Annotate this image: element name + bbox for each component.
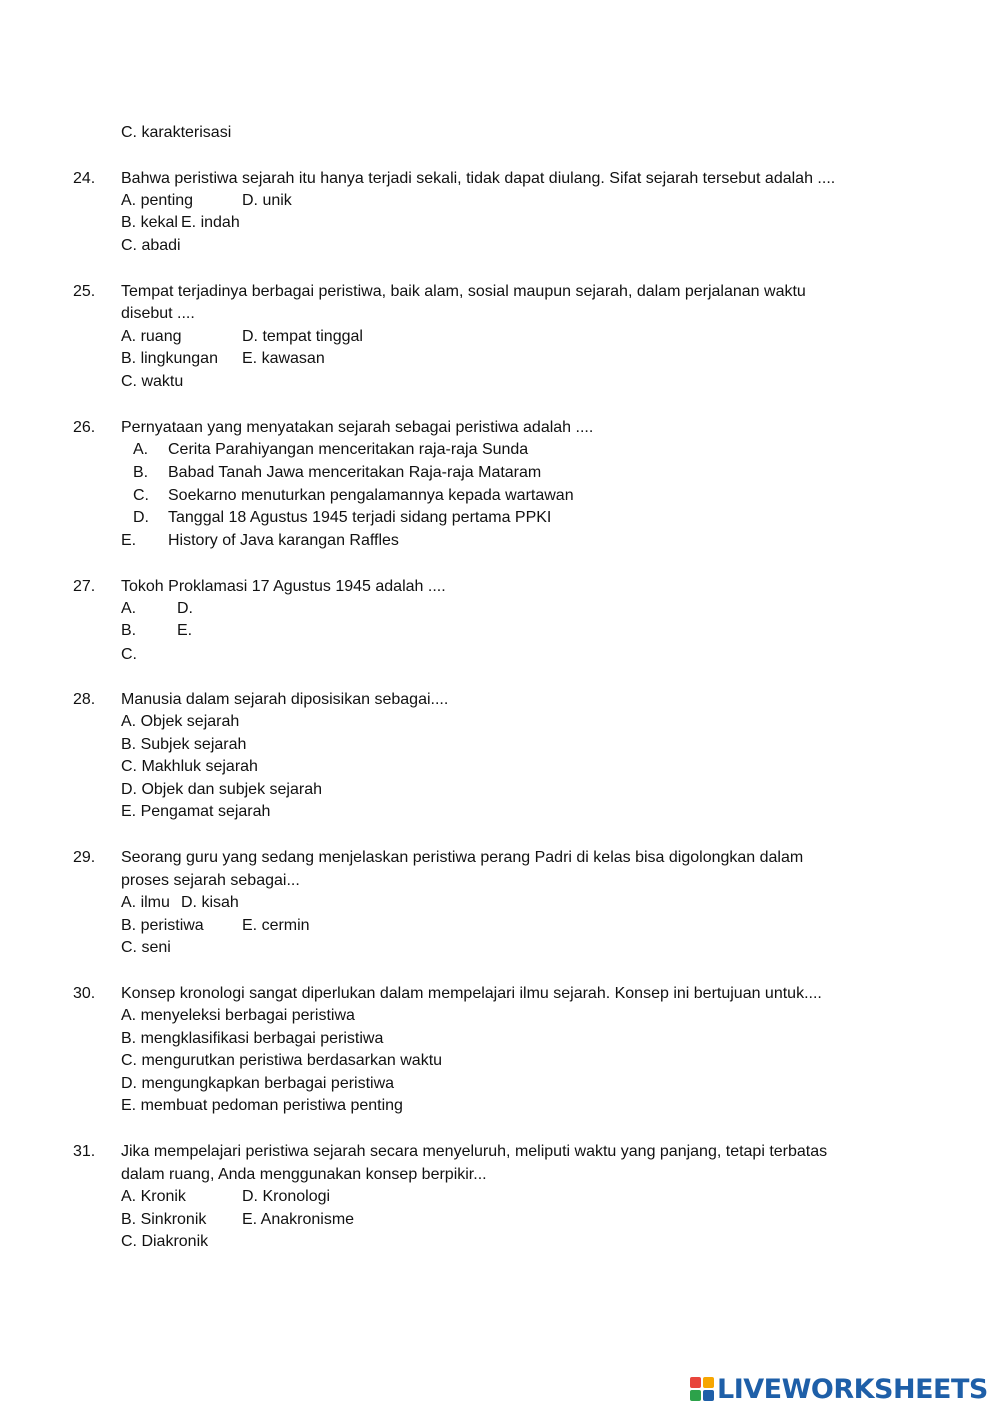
option-e[interactable]: E. indah <box>181 214 240 231</box>
option-d[interactable]: D. unik <box>242 192 292 209</box>
question-text: Jika mempelajari peristiwa sejarah secara menyeluruh, meliputi waktu yang panjang, tetapi terbatas <box>121 1143 828 1160</box>
option-a-letter[interactable]: A. <box>133 441 149 458</box>
option-c[interactable]: C. <box>121 646 137 663</box>
option-e-letter[interactable]: E. <box>121 532 137 549</box>
option-c[interactable]: C. Makhluk sejarah <box>121 758 258 775</box>
question-text: Konsep kronologi sangat diperlukan dalam mempelajari ilmu sejarah. Konsep ini bertujuan untuk.... <box>121 985 822 1002</box>
liveworksheets-logo <box>690 1373 988 1405</box>
question-text: Tempat terjadinya berbagai peristiwa, baik alam, sosial maupun sejarah, dalam perjalanan waktu <box>121 283 806 300</box>
logo-square-e <box>703 1390 714 1401</box>
option-b[interactable]: B. lingkungan <box>121 350 218 367</box>
option-d-text[interactable]: Tanggal 18 Agustus 1945 terjadi sidang pertama PPKI <box>168 509 552 526</box>
option-b[interactable]: B. <box>121 622 137 639</box>
option-e[interactable]: E. membuat pedoman peristiwa penting <box>121 1097 403 1114</box>
option-c[interactable]: C. mengurutkan peristiwa berdasarkan waktu <box>121 1052 443 1069</box>
option-a[interactable]: A. <box>121 600 137 617</box>
question-text-continued: proses sejarah sebagai... <box>121 872 300 889</box>
option-d[interactable]: D. Kronologi <box>242 1188 331 1205</box>
carryover-option: C. karakterisasi <box>121 124 232 141</box>
question-text: Seorang guru yang sedang menjelaskan peristiwa perang Padri di kelas bisa digolongkan dalam <box>121 849 804 866</box>
logo-square-i <box>703 1377 714 1388</box>
option-a[interactable]: A. menyeleksi berbagai peristiwa <box>121 1007 355 1024</box>
option-b[interactable]: B. peristiwa <box>121 917 204 934</box>
question-number: 30. <box>73 985 96 1002</box>
option-e[interactable]: E. <box>177 622 193 639</box>
question-text-continued: dalam ruang, Anda menggunakan konsep berpikir... <box>121 1166 487 1183</box>
option-d[interactable]: D. <box>177 600 193 617</box>
question-text: Bahwa peristiwa sejarah itu hanya terjadi sekali, tidak dapat diulang. Sifat sejarah tersebut adalah .... <box>121 170 836 187</box>
option-d-letter[interactable]: D. <box>133 509 149 526</box>
logo-grid-icon <box>690 1377 714 1401</box>
question-number: 29. <box>73 849 96 866</box>
option-c[interactable]: C. waktu <box>121 373 184 390</box>
option-b-text[interactable]: Babad Tanah Jawa menceritakan Raja-raja Mataram <box>168 464 542 481</box>
question-text: Pernyataan yang menyatakan sejarah sebagai peristiwa adalah .... <box>121 419 594 436</box>
option-a[interactable]: A. penting <box>121 192 194 209</box>
option-a-text[interactable]: Cerita Parahiyangan menceritakan raja-raja Sunda <box>168 441 529 458</box>
logo-square-l <box>690 1377 701 1388</box>
option-e[interactable]: E. kawasan <box>242 350 325 367</box>
option-e[interactable]: E. Anakronisme <box>242 1211 355 1228</box>
question-number: 31. <box>73 1143 96 1160</box>
option-c[interactable]: C. Diakronik <box>121 1233 209 1250</box>
option-e[interactable]: E. Pengamat sejarah <box>121 803 271 820</box>
option-b[interactable]: B. Subjek sejarah <box>121 736 247 753</box>
question-number: 26. <box>73 419 96 436</box>
option-b[interactable]: B. kekal <box>121 214 178 231</box>
question-number: 24. <box>73 170 96 187</box>
logo-square-v <box>690 1390 701 1401</box>
option-d[interactable]: D. Objek dan subjek sejarah <box>121 781 322 798</box>
option-c-text[interactable]: Soekarno menuturkan pengalamannya kepada wartawan <box>168 487 574 504</box>
option-c[interactable]: C. seni <box>121 939 171 956</box>
option-b-letter[interactable]: B. <box>133 464 149 481</box>
option-b[interactable]: B. Sinkronik <box>121 1211 207 1228</box>
question-number: 25. <box>73 283 96 300</box>
logo-text: LIVEWORKSHEETS <box>717 1373 988 1405</box>
question-text: Manusia dalam sejarah diposisikan sebagai.... <box>121 691 449 708</box>
option-e[interactable]: E. cermin <box>242 917 310 934</box>
option-b[interactable]: B. mengklasifikasi berbagai peristiwa <box>121 1030 384 1047</box>
option-a[interactable]: A. ruang <box>121 328 182 345</box>
option-c[interactable]: C. abadi <box>121 237 181 254</box>
question-number: 27. <box>73 578 96 595</box>
option-a[interactable]: A. Objek sejarah <box>121 713 240 730</box>
option-c-letter[interactable]: C. <box>133 487 149 504</box>
option-d[interactable]: D. mengungkapkan berbagai peristiwa <box>121 1075 395 1092</box>
option-d[interactable]: D. tempat tinggal <box>242 328 363 345</box>
option-a[interactable]: A. Kronik <box>121 1188 186 1205</box>
question-text: Tokoh Proklamasi 17 Agustus 1945 adalah .... <box>121 578 446 595</box>
option-a[interactable]: A. ilmu <box>121 894 170 911</box>
question-number: 28. <box>73 691 96 708</box>
option-d[interactable]: D. kisah <box>181 894 239 911</box>
question-text-continued: disebut .... <box>121 305 195 322</box>
option-e-text[interactable]: History of Java karangan Raffles <box>168 532 399 549</box>
